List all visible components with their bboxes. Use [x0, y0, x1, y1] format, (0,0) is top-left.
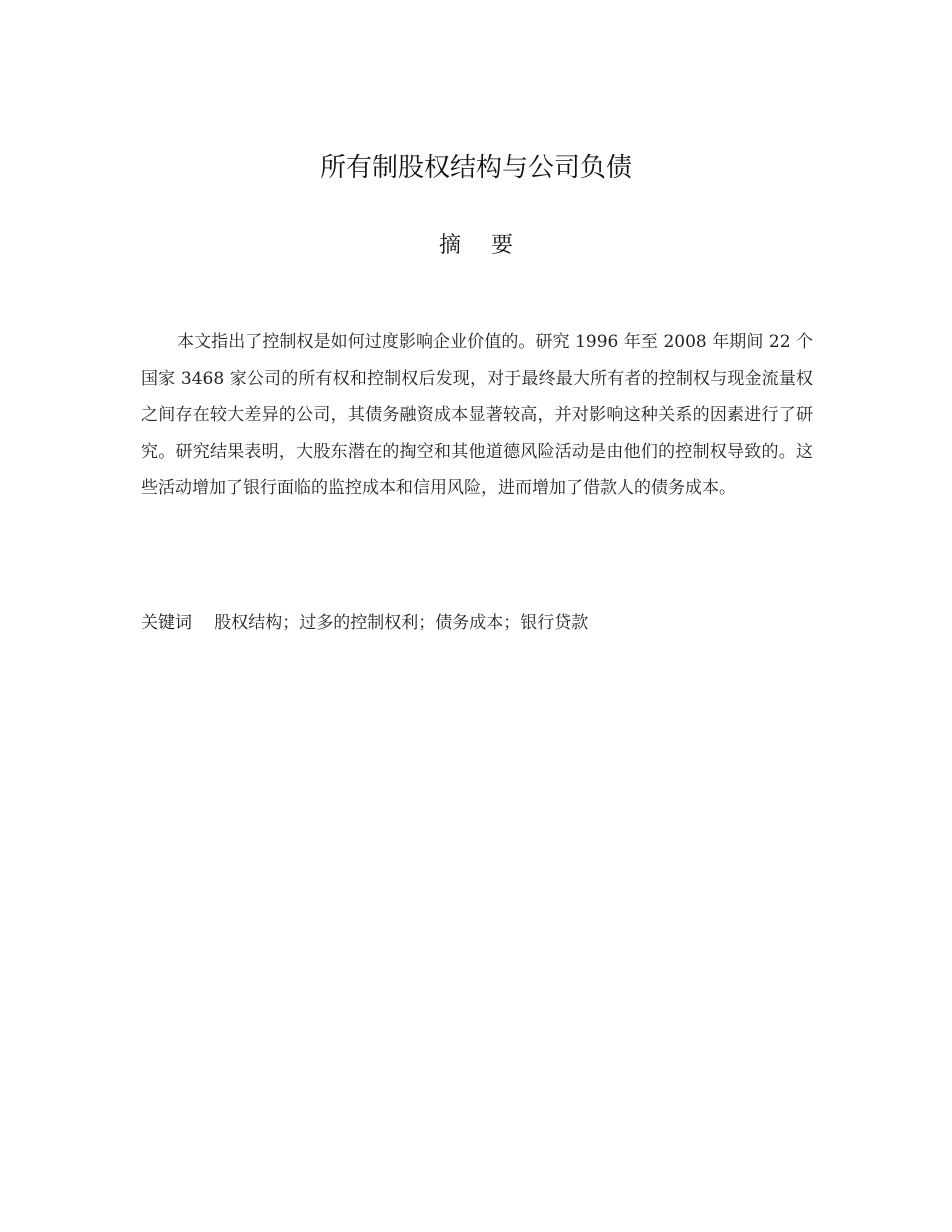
keywords-label: 关键词 [141, 613, 192, 633]
keywords-line [141, 605, 813, 641]
abstract-heading: 摘要 [438, 233, 543, 258]
paper-title: 所有制股权结构与公司负债 [319, 153, 632, 183]
abstract-body: 本文指出了控制权是如何过度影响企业价值的。研究 1996 年至 2008 年期间 22 个国家 3468 家公司的所有权和控制权后发现，对于最终最大所有者的控制权与现金流量权之间存在较大差异的公司，其债务融资成本显著较高，并对影响这种关系的因素进行了研究。研究结果表明，大股东潜在的掏空和其他道德风险活动是由他们的控制权导致的。这些活动增加了银行面临的监控成本和信用风险，进而增加了借款人的债务成本。 [141, 332, 813, 498]
keywords-text: 股权结构；过多的控制权利；债务成本；银行贷款 [214, 613, 589, 633]
